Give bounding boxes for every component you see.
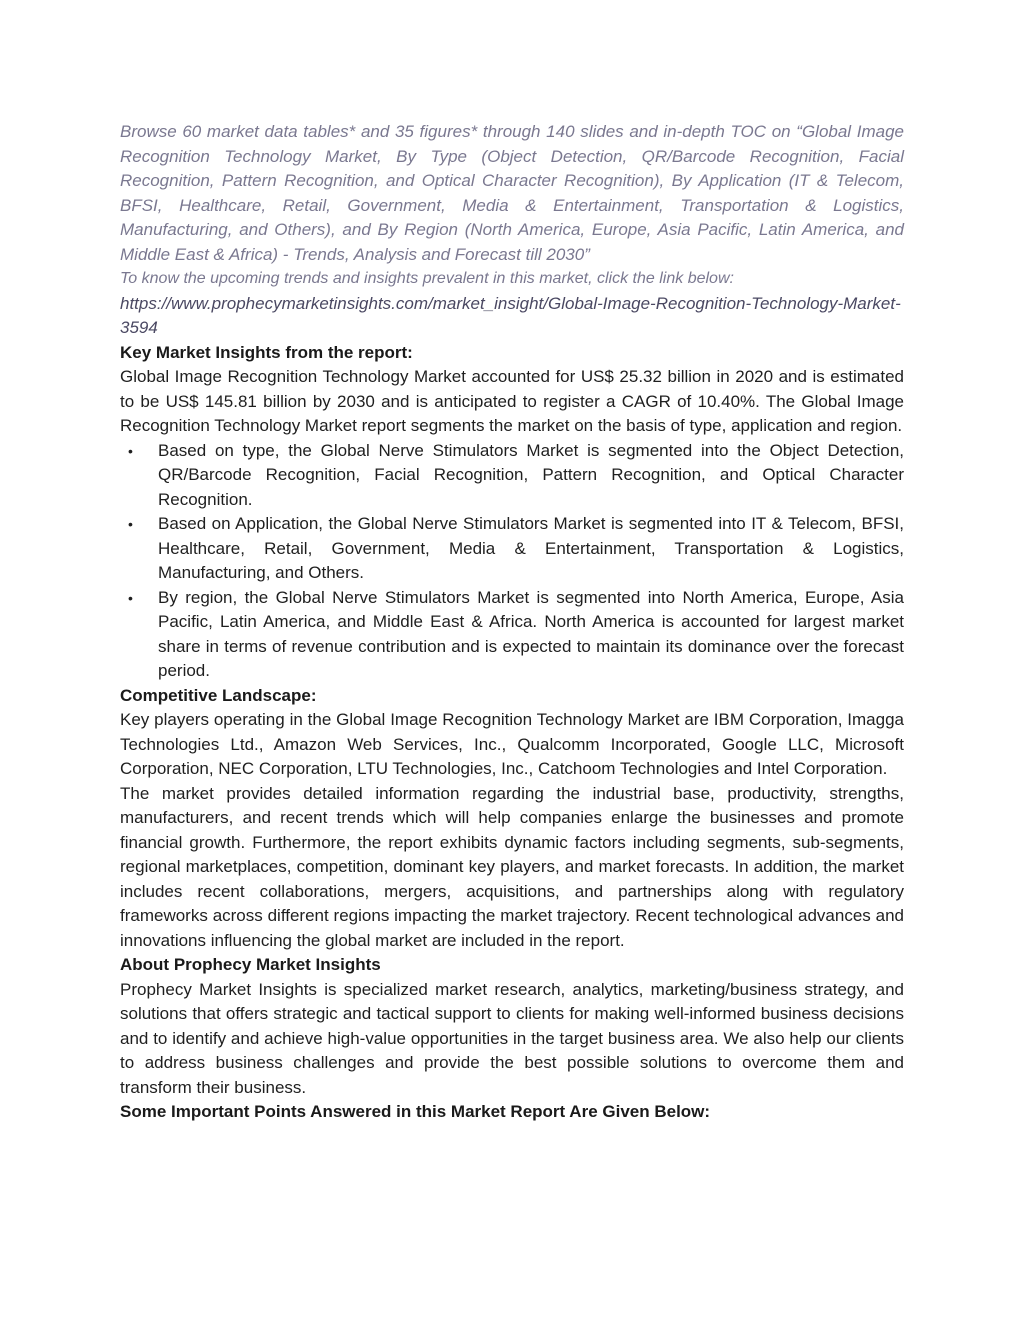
bullet-item-region: [128, 586, 904, 684]
intro-paragraph: Browse 60 market data tables* and 35 figures* through 140 slides and in-depth TOC on “Global Image Recognition Technology Market, By Type (Object Detection, QR/Barcode Recognition, Facial Recognition, Pattern Recognition, and Optical Character Recognition), By Application (IT & Telecom, BFSI, Healthcare, Retail, Government, Media & Entertainment, Transportation & Logistics, Manufacturing, and Others), and By Region (North America, Europe, Asia Pacific, Latin America, and Middle East & Africa) - Trends, Analysis and Forecast till 2030”: [120, 122, 904, 264]
key-insights-heading: Key Market Insights from the report:: [120, 342, 413, 362]
bullet-icon: •: [128, 516, 133, 532]
important-points-heading: Some Important Points Answered in this Market Report Are Given Below:: [120, 1102, 711, 1121]
segment-bullet-list: [120, 439, 904, 684]
bullet-text: Based on Application, the Global Nerve Stimulators Market is segmented into IT & Telecom, BFSI, Healthcare, Retail, Government, Media & Entertainment, Transportation & Logistics, Manufacturing, and Others.: [158, 514, 904, 582]
document-page: [120, 120, 904, 1125]
about-paragraph: Prophecy Market Insights is specialized market research, analytics, marketing/business strategy, and solutions that offers strategic and tactical support to clients for making well-informed business decisions and to identify and achieve high-value opportunities in the target business area. We also help our clients to address business challenges and provide the best possible solutions to overcome them and transform their business.: [120, 979, 904, 1097]
report-link[interactable]: https://www.prophecymarketinsights.com/market_insight/Global-Image-Recognition-Technology-Market-3594: [120, 293, 901, 337]
competitive-players-paragraph: Key players operating in the Global Image Recognition Technology Market are IBM Corporation, Imagga Technologies Ltd., Amazon Web Services, Inc., Qualcomm Incorporated, Google LLC, Microsoft Corporation, NEC Corporation, LTU Technologies, Inc., Catchoom Technologies and Intel Corporation.: [120, 710, 904, 778]
bullet-icon: •: [128, 589, 133, 606]
bullet-text: Based on type, the Global Nerve Stimulators Market is segmented into the Object Detection, QR/Barcode Recognition, Facial Recognition, Pattern Recognition, and Optical Character Recognition.: [158, 440, 904, 509]
intro-link-note: To know the upcoming trends and insights prevalent in this market, click the link below:: [120, 270, 734, 287]
bullet-icon: •: [128, 442, 133, 459]
competitive-market-paragraph: The market provides detailed information regarding the industrial base, productivity, strengths, manufacturers, and recent trends which will help companies enlarge the businesses and promote financial growth. Furthermore, the report exhibits dynamic factors including segments, sub-segments, regional marketplaces, competition, dominant key players, and market forecasts. In addition, the market includes recent collaborations, mergers, acquisitions, and partnerships along with regulatory frameworks across different regions impacting the market trajectory. Recent technological advances and innovations influencing the global market are included in the report.: [120, 783, 904, 950]
bullet-text: By region, the Global Nerve Stimulators Market is segmented into North America, Europe, Asia Pacific, Latin America, and Middle East & Africa. North America is accounted for largest market share in terms of revenue contribution and is expected to maintain its dominance over the forecast period.: [158, 587, 904, 680]
bullet-item-type: [128, 439, 904, 513]
about-heading: About Prophecy Market Insights: [120, 955, 381, 974]
key-insights-paragraph: Global Image Recognition Technology Market accounted for US$ 25.32 billion in 2020 and is estimated to be US$ 145.81 billion by 2030 and is anticipated to register a CAGR of 10.40%. The Global Image Recognition Technology Market report segments the market on the basis of type, application and region.: [120, 367, 904, 435]
bullet-item-application: [128, 512, 904, 586]
competitive-landscape-heading: Competitive Landscape:: [120, 685, 317, 705]
